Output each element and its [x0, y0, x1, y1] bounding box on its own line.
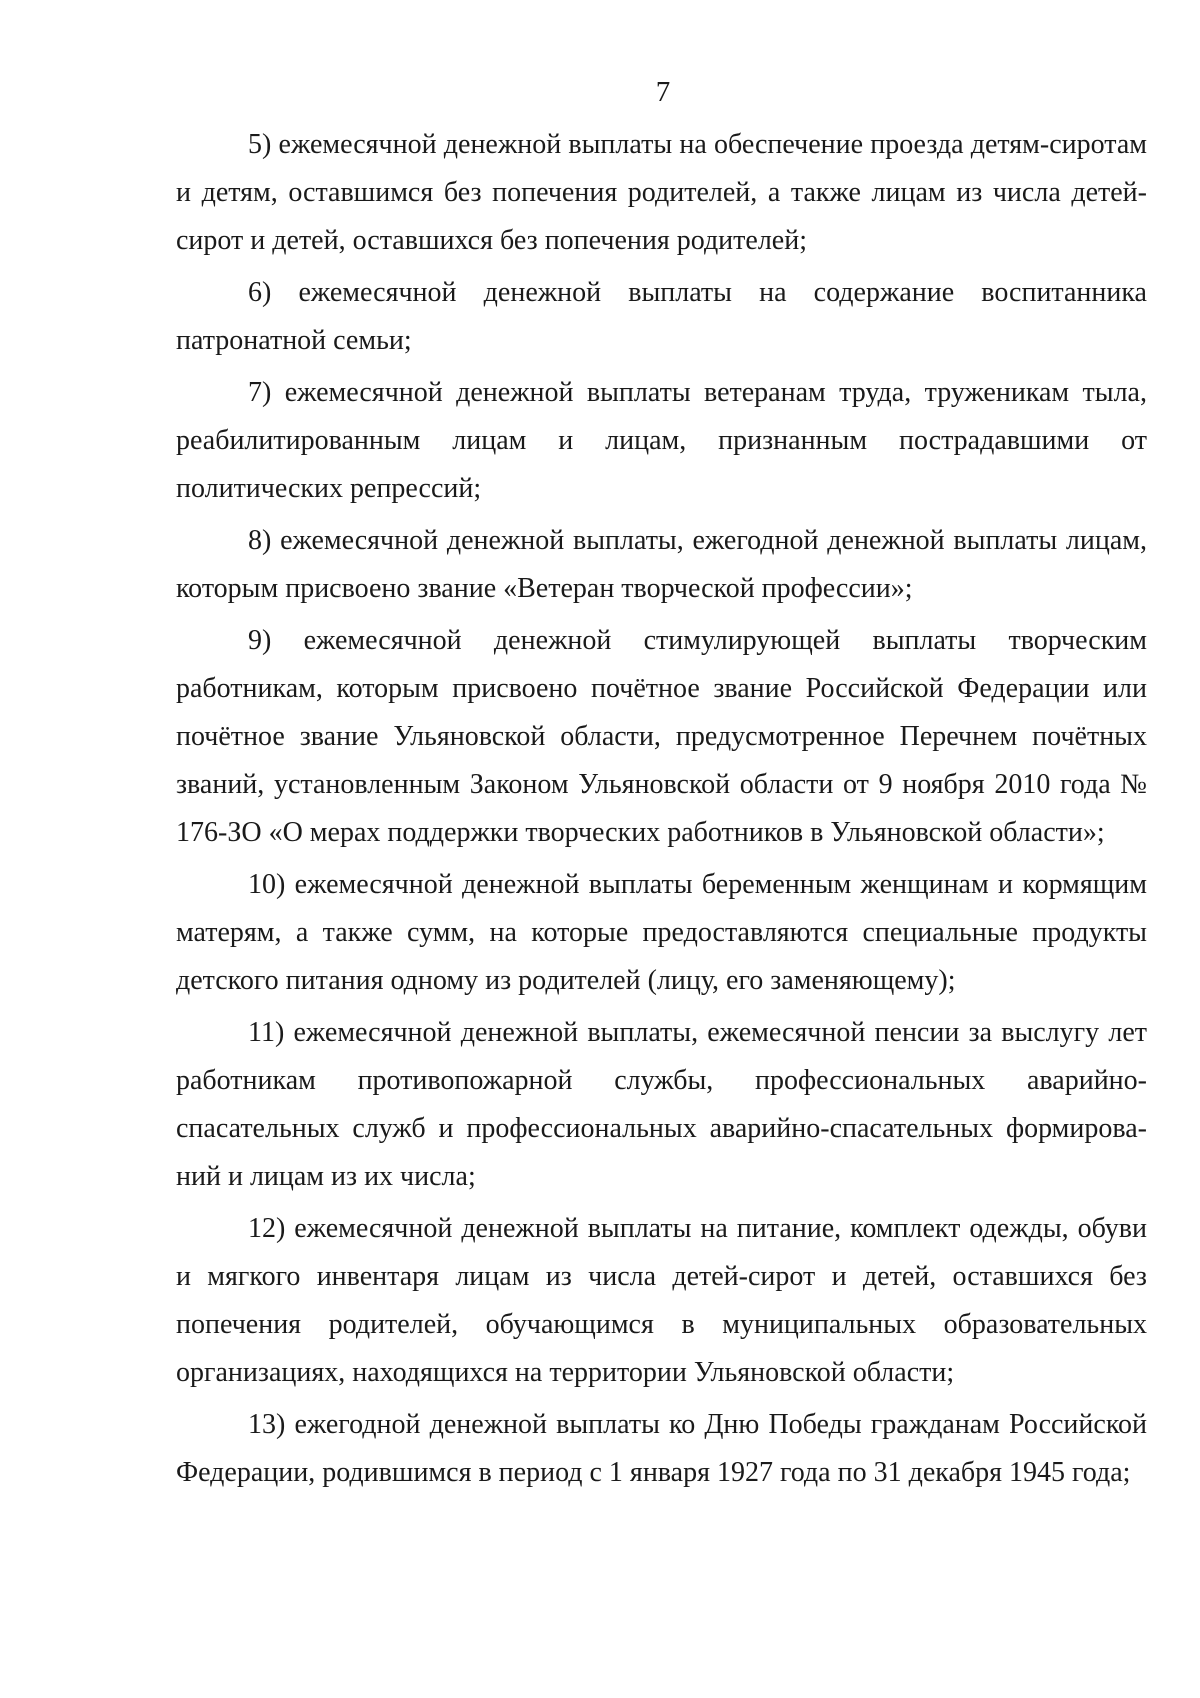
list-item-13: 13) ежегодной денежной выплаты ко Дню Победы гражданам Российской Федерации, родившимся в период с 1 января 1927 года по 31 декабря 1945 года; — [176, 1409, 1147, 1488]
list-item-5: 5) ежемесячной денежной выплаты на обеспечение проезда детям-сиротам и детям, оставшимся без попечения родителей, а также лицам из числа детей-сирот и детей, оставшихся без попечения родителей; — [176, 129, 1147, 256]
list-item-11: 11) ежемесячной денежной выплаты, ежемесячной пенсии за выслугу лет работникам противопожарной службы, профессиональных аварийно-спасательных служб и профессиональных аварийно-спасательных формирований и лицам из их числа; — [176, 1017, 1147, 1192]
list-item-12: 12) ежемесячной денежной выплаты на питание, комплект одежды, обуви и мягкого инвентаря лицам из числа детей-сирот и детей, оставшихся без попечения родителей, обучающимся в муниципальных образовательных организациях, находящихся на территории Ульяновской области; — [176, 1213, 1147, 1388]
list-item-8: 8) ежемесячной денежной выплаты, ежегодной денежной выплаты лицам, которым присвоено звание «Ветеран творческой профессии»; — [176, 525, 1147, 604]
list-item-10: 10) ежемесячной денежной выплаты беременным женщинам и кормящим матерям, а также сумм, на которые предоставляются специальные продукты детского питания одному из родителей (лицу, его заменяющему); — [176, 869, 1147, 996]
document-body — [176, 121, 1147, 1497]
page-number: 7 — [655, 76, 671, 108]
list-item-9: 9) ежемесячной денежной стимулирующей выплаты творческим работникам, которым присвоено почётное звание Российской Федерации или почётное звание Ульяновской области, предусмотренное Перечнем почётных званий, установленным Законом Ульяновской области от 9 ноября 2010 года № 176-ЗО «О мерах поддержки творческих работников в Ульяновской области»; — [176, 625, 1147, 848]
list-item-6: 6) ежемесячной денежной выплаты на содержание воспитанника патронатной семьи; — [176, 277, 1147, 356]
list-item-7: 7) ежемесячной денежной выплаты ветеранам труда, труженикам тыла, реабилитированным лицам и лицам, признанным пострадавшими от политических репрессий; — [176, 377, 1147, 504]
